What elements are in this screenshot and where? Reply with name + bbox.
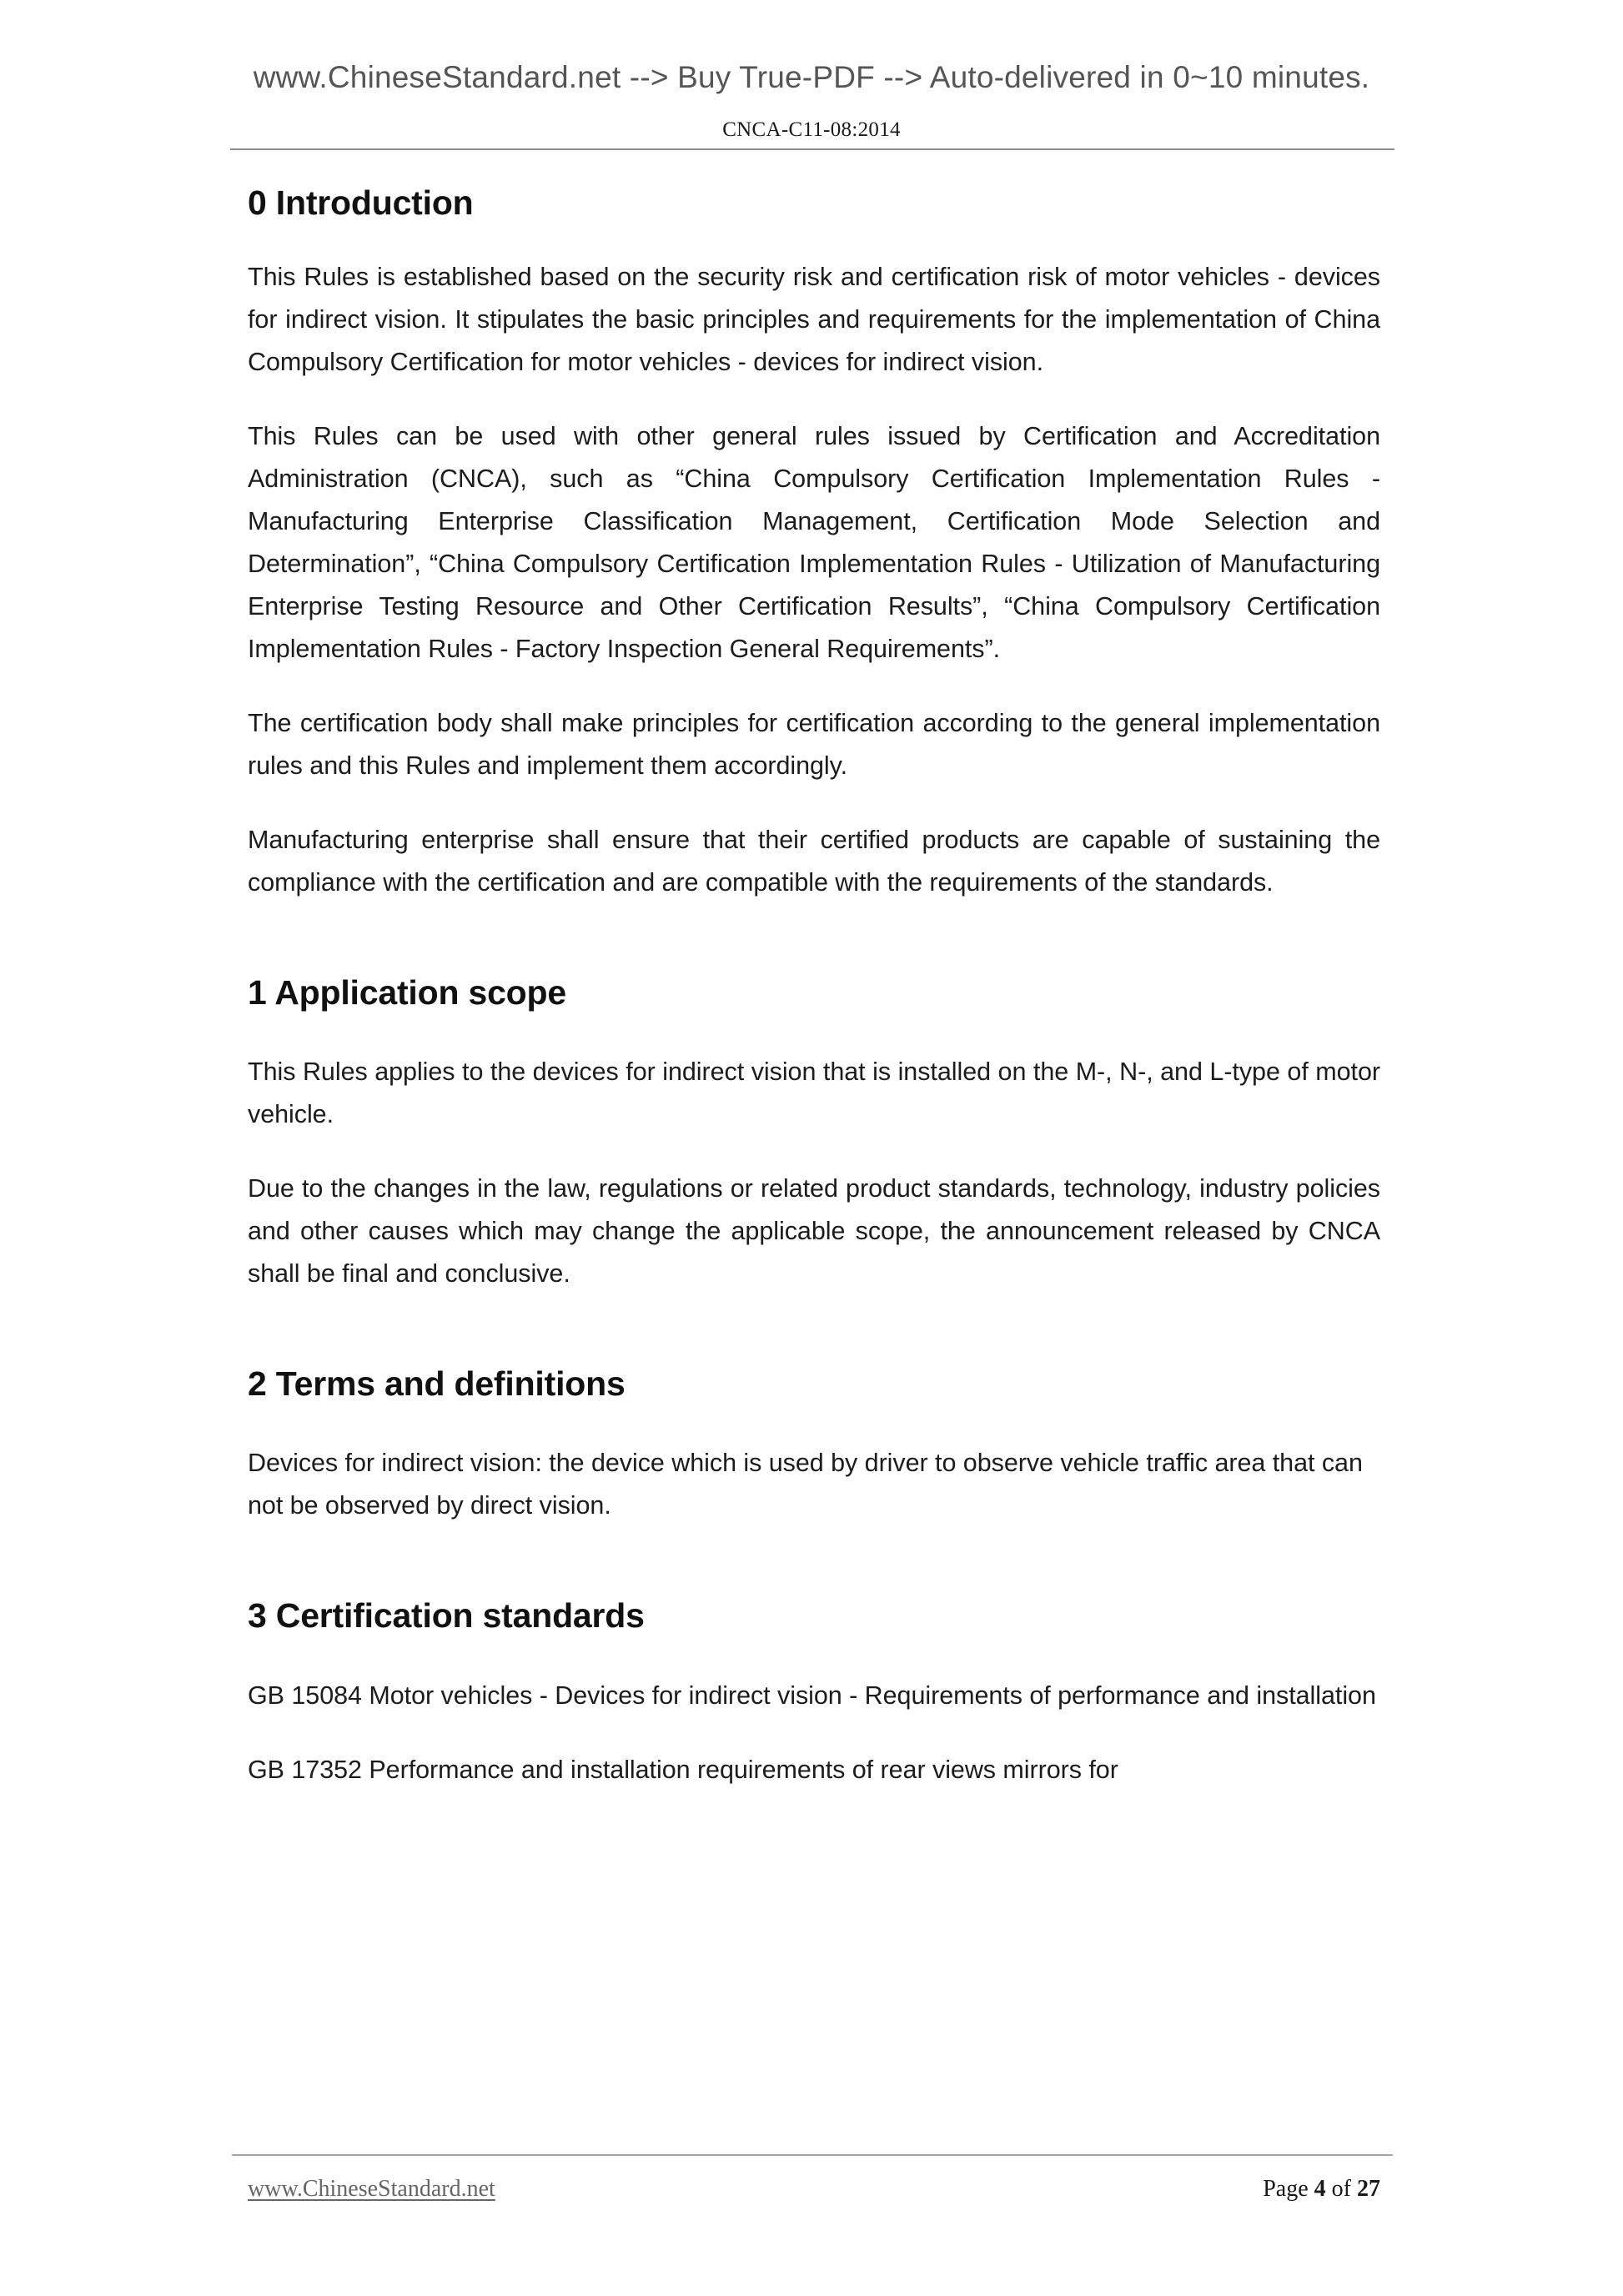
header-divider — [230, 148, 1394, 150]
total-page-count: 27 — [1357, 2176, 1380, 2202]
paragraph: Devices for indirect vision: the device which is used by driver to observe vehicle traffic area that can not be observed by direct vision. — [248, 1449, 1363, 1520]
page-footer — [248, 2176, 1380, 2203]
heading-terms-and-definitions: 2 Terms and definitions — [248, 1364, 626, 1404]
paragraph: This Rules can be used with other general rules issued by Certification and Accreditation Administration (CNCA), such as “China Compulsory Certification Implementation Rules - Manufacturing Enterprise Classification Management, Certification Mode Selection and Determination”, “China Compulsory Certification Implementation Rules - Utilization of Manufacturing Enterprise Testing Resource and Other Certification Results”, “China Compulsory Certification Implementation Rules - Factory Inspection General Requirements”. — [248, 422, 1380, 664]
page-number-indicator — [1263, 2176, 1380, 2203]
promo-banner: www.ChineseStandard.net --> Buy True-PDF --> Auto-delivered in 0~10 minutes. — [253, 60, 1370, 94]
footer-website-link[interactable]: www.ChineseStandard.net — [248, 2176, 495, 2202]
document-body — [248, 183, 1380, 1791]
paragraph: Manufacturing enterprise shall ensure that their certified products are capable of sustaining the compliance with the certification and are compatible with the requirements of the standards. — [248, 826, 1380, 897]
paragraph: This Rules applies to the devices for indirect vision that is installed on the M-, N-, and L-type of motor vehicle. — [248, 1058, 1380, 1129]
paragraph: The certification body shall make principles for certification according to the general implementation rules and this Rules and implement them accordingly. — [248, 709, 1380, 781]
paragraph: This Rules is established based on the security risk and certification risk of motor vehicles - devices for indirect vision. It stipulates the basic principles and requirements for the implementation of China Compulsory Certification for motor vehicles - devices for indirect vision. — [248, 263, 1380, 377]
footer-divider — [232, 2154, 1393, 2156]
paragraph: Due to the changes in the law, regulations or related product standards, technology, industry policies and other causes which may change the applicable scope, the announcement released by CNCA shall be final and conclusive. — [248, 1174, 1380, 1289]
paragraph: GB 15084 Motor vehicles - Devices for indirect vision - Requirements of performance and installation — [248, 1681, 1376, 1710]
page-label-middle: of — [1325, 2176, 1357, 2202]
heading-certification-standards: 3 Certification standards — [248, 1596, 645, 1635]
paragraph: GB 17352 Performance and installation requirements of rear views mirrors for — [248, 1755, 1118, 1784]
heading-introduction: 0 Introduction — [248, 183, 474, 222]
current-page-number: 4 — [1314, 2176, 1326, 2202]
page-label-prefix: Page — [1263, 2176, 1314, 2202]
heading-application-scope: 1 Application scope — [248, 973, 566, 1012]
running-header-standard-number: CNCA-C11-08:2014 — [722, 118, 901, 141]
